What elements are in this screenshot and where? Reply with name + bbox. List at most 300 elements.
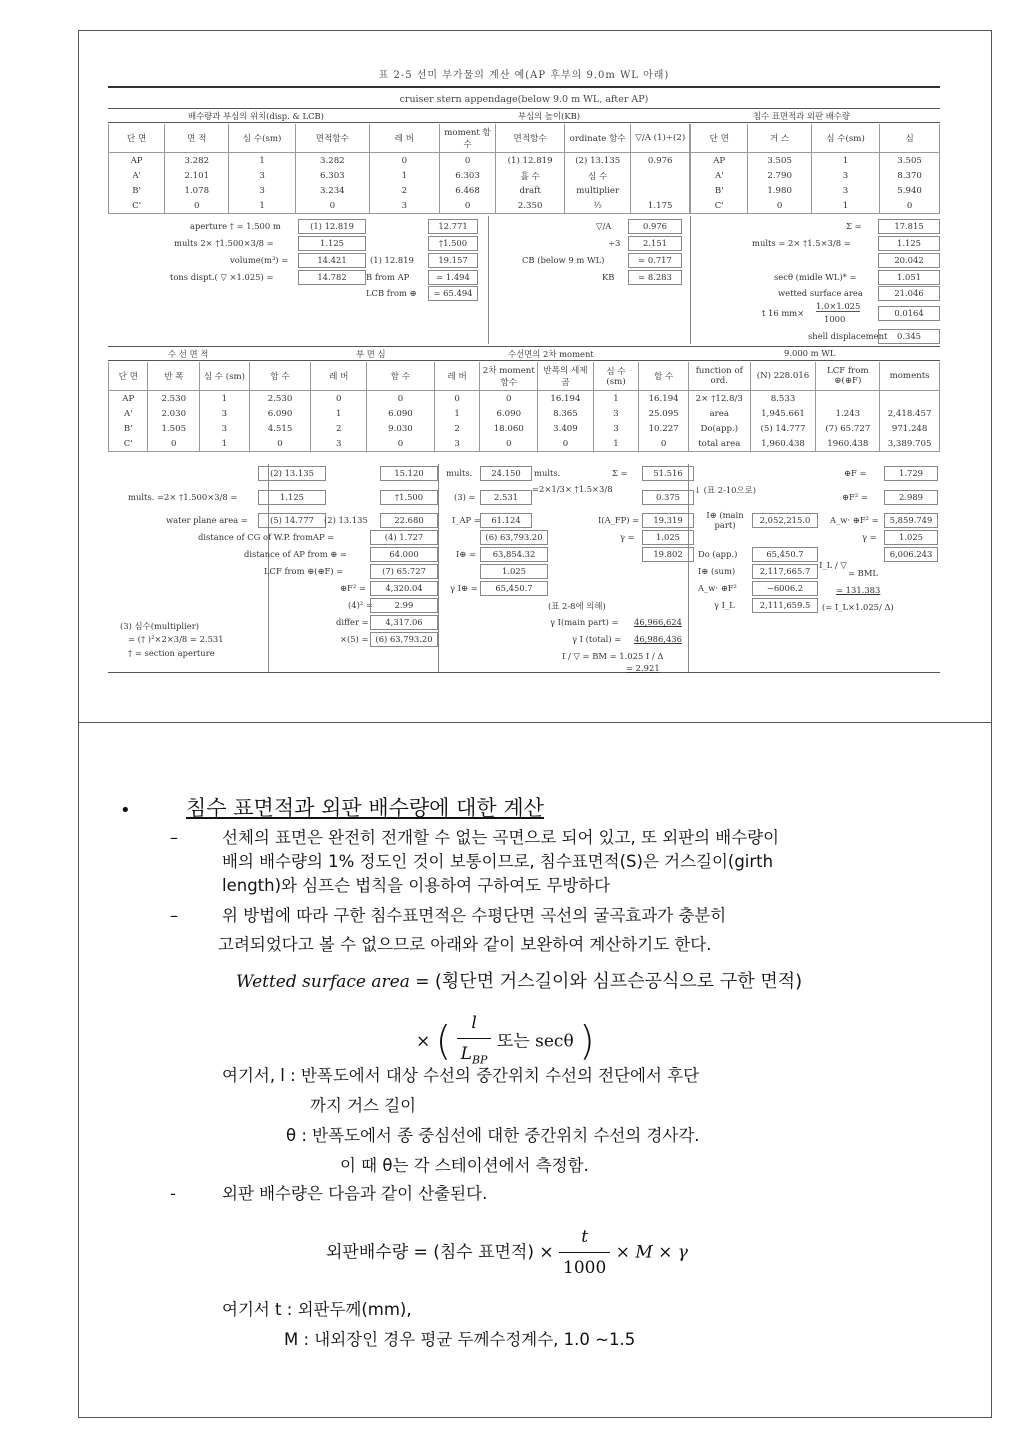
val: (4) 1.727 [370,530,438,545]
times5-label: ×(5) = [340,634,369,644]
cell: 3.505 [748,153,811,169]
differ-label: differ = [336,617,369,627]
cell: 8.533 [750,391,816,407]
cell: 3 [811,183,879,198]
val: 4,317.06 [370,615,438,630]
formula2-fraction [559,1222,610,1283]
group-9m-wl: 9.000 m WL [784,348,836,358]
gamma-i-total-value: 46,986,436 [634,634,682,644]
cell: 1.175 [631,198,690,214]
cell: 4.515 [249,421,311,436]
cell: 2.790 [748,168,811,183]
val: 65,450.7 [752,547,818,562]
wsa-value: 21.046 [878,286,940,301]
col-header: 단 면 [109,124,165,153]
mults-c-label: mults. [534,468,561,478]
cell: 6.090 [249,406,311,421]
cell: B' [109,183,165,198]
table-row [109,168,690,183]
cell: 0 [439,198,496,214]
cell: 0 [480,391,538,407]
lbl: =2×1/3× †1.5×3/8 [532,484,613,494]
volume-value: 14.421 [298,253,366,268]
rule [438,464,439,672]
val: 2.531 [480,490,532,505]
formula2-times: × [539,1242,554,1263]
sigma-label: Σ = [846,221,862,231]
paragraph-3: 외판 배수량은 다음과 같이 산출된다. [222,1184,488,1203]
bml-value: = 131.383 [836,585,881,595]
gamma-label: γ = [620,532,635,542]
cell: 971.248 [880,421,940,436]
group-second-moment: 수선면의 2차 moment [508,349,594,359]
val: 1.025 [480,564,548,579]
group-kb: 부심의 높이(KB) [518,111,581,121]
cell: 0 [148,436,200,452]
cell: 2.350 [496,198,565,214]
note-multiplier: (3) 심수(multiplier) [120,621,199,631]
cell: 10.227 [639,421,689,436]
thickness-num: 1.0×1.025 [816,301,861,311]
do-app-label: Do (app.) [698,549,738,559]
cell: C' [109,198,165,214]
cell: 1 [811,198,879,214]
col-header: 심 수(sm) [811,124,879,153]
cell: 2.530 [148,391,200,407]
cell: 1 [229,153,295,169]
cell: 0 [480,436,538,452]
val: (6) 63,793.20 [480,530,548,545]
val: (7) 65.727 [370,564,438,579]
cell: 3.505 [880,153,940,169]
cell: 0 [165,198,229,214]
table-ref: (표 2-8에 의해) [548,601,606,611]
paren-open-icon: ( [435,1018,452,1065]
fraction-num: l [457,1008,492,1039]
div3-value: 2.151 [628,236,682,251]
col-header: moment 함수 [439,124,496,153]
thickness-label: t 16 mm× [762,308,805,318]
iafp-label: I(A_FP) = [598,515,640,525]
rule [690,216,691,344]
cell: 2 [369,183,439,198]
thickness-value: 0.0164 [878,306,940,321]
cell: 6.303 [439,168,496,183]
dap-label: distance of AP from ⊕ = [244,549,347,559]
paragraph-1-line-2: 배의 배수량의 1% 정도인 것이 보통이므로, 침수표면적(S)은 거스길이(girth [222,852,774,871]
cell: C' [109,436,148,452]
rule [108,108,940,109]
col-header: 거 스 [748,124,811,153]
bml-label: = BML [848,568,878,578]
table-row [109,436,940,452]
cell: 1 [229,198,295,214]
col-header: LCF from ⊕(⊕F) [816,362,880,391]
cell: ½ [564,198,631,214]
volume-mid: (1) 12.819 [370,255,414,265]
group-disp-lcb: 배수량과 부심의 위치(disp. & LCB) [188,111,324,121]
bml-formula: (= I_L×1.025/ Δ) [822,602,894,612]
lcb-value: = 65.494 [428,286,478,301]
fraction2-den: 1000 [563,1258,607,1278]
table-row [109,406,940,421]
val: 22.680 [380,513,438,528]
cell: 0 [748,198,811,214]
formula2-paren: (침수 표면적) [433,1242,534,1263]
cell: total area [688,436,750,452]
cell: 1.505 [148,421,200,436]
val: 15.120 [380,466,438,481]
val: (5) 14.777 [258,513,326,528]
cell: B' [691,183,748,198]
cell: 3 [311,436,367,452]
table-row [691,153,940,169]
rule [108,360,940,361]
cell: 심 수 [564,168,631,183]
paragraph-1-line-1: 선체의 표면은 완전히 전개할 수 없는 곡면으로 되어 있고, 또 외판의 배수량이 [222,828,780,847]
cell: A' [109,406,148,421]
cell: 18.060 [480,421,538,436]
gamma-il-label: γ I_L [714,600,735,610]
cell: 3 [200,406,250,421]
rule [488,216,489,344]
table-row [109,391,940,407]
cell: 0.976 [631,153,690,169]
table-row [109,183,690,198]
cell: 6.090 [480,406,538,421]
cell: 흘 수 [496,168,565,183]
col-header: 레 버 [311,362,367,391]
cell: 1 [311,406,367,421]
cell: 2× †12.8/3 [688,391,750,407]
col-header: 단 면 [109,362,148,391]
val: (6) 63,793.20 [370,632,438,647]
paren-close-icon: ) [579,1018,595,1065]
cell: 25.095 [639,406,689,421]
cell: 1 [200,436,250,452]
gamma-i-total-label: γ I (total) = [572,634,622,644]
kb-value: = 8.283 [628,270,682,285]
cell: 3 [229,168,295,183]
col-header: 함 수 [639,362,689,391]
cell: 3 [593,421,639,436]
thickness-den: 1000 [824,314,846,324]
note-formula: = († )²×2×3/8 = 2.531 [128,634,224,644]
cell: 1 [811,153,879,169]
cell: 3 [811,168,879,183]
volume-label: volume(m³) = [230,255,289,265]
formula2-tail: × M × γ [615,1242,688,1263]
mults-b-label: mults. [446,468,473,478]
paragraph-2-line-1: 위 방법에 따라 구한 침수표면적은 수평단면 곡선의 굴곡효과가 충분히 [222,906,727,925]
formula-lhs: Wetted surface area [236,972,410,992]
formula-or: 또는 [496,1031,530,1052]
cell: A' [691,168,748,183]
cell: 3 [593,406,639,421]
cell: 0 [249,436,311,452]
sec-value: 1.051 [878,270,940,285]
cell: AP [109,391,148,407]
val: 2,111,659.5 [752,598,818,613]
cell [880,391,940,407]
cell: (1) 12.819 [496,153,565,169]
cell [631,183,690,198]
table-caption: 표 2-5 선미 부가물의 계산 예(AP 후부의 9.0m WL 아래) [378,70,670,81]
moment-sum: 12.771 [428,219,478,234]
table-top-rule [108,86,940,88]
col-header: moments [880,362,940,391]
group-centroid: 부 면 심 [356,349,386,359]
val: −6006.2 [752,581,818,596]
io-label: I⊕ = [456,549,477,559]
cell: 0 [434,391,480,407]
val: 2.99 [370,598,438,613]
col-header: 심 [880,124,940,153]
col-header: 2차 moment 함수 [480,362,538,391]
aw-of2-label: A_w· ⊕F² [698,583,737,593]
mults3-value: 1.125 [878,236,940,251]
product-value: 20.042 [878,253,940,268]
val: †1.500 [380,490,438,505]
cell [631,168,690,183]
cell: 1.980 [748,183,811,198]
val: 61.124 [480,513,532,528]
section-divider [78,722,992,723]
shell-label: shell displacement [808,331,888,341]
sec-label: secθ (midle WL)* = [774,272,857,282]
cell: 3 [434,436,480,452]
aperture-label: aperture † = 1.500 m [190,221,281,231]
definition-theta-cont: 이 때 θ는 각 스테이션에서 측정함. [340,1156,589,1175]
val: 2,052,215.0 [752,513,818,528]
aw-label: A_w· ⊕F² = [830,515,879,525]
wpa-label: water plane area = [166,515,248,525]
cell: 1960.438 [816,436,880,452]
dash-icon: – [170,828,178,847]
rule [108,672,940,673]
wetted-table [690,124,940,214]
cb-value: = 0.717 [628,253,682,268]
fraction2-num: t [559,1222,610,1253]
cell: 16.194 [538,391,594,407]
formula-times: × [416,1031,431,1052]
cell: AP [109,153,165,169]
cell: 6.468 [439,183,496,198]
cell: 0 [639,436,689,452]
cell: B' [109,421,148,436]
cell: 5.940 [880,183,940,198]
note-aperture: † = section aperture [128,648,215,658]
cell: 1 [593,391,639,407]
bm-value: = 2.921 [626,663,660,673]
formula-eq: = [415,972,430,992]
lcf-label: LCF from ⊕(⊕F) = [264,566,344,576]
table-subtitle: cruiser stern appendage(below 9.0 m WL, after AP) [399,94,649,105]
bm-formula: I / ▽ = BM = 1.025 I / Δ [562,651,664,661]
cell: 8.370 [880,168,940,183]
mults-value: 1.125 [298,236,366,251]
cell: 0 [311,391,367,407]
cell: 0 [295,198,369,214]
den-l: L [460,1044,472,1064]
cell: 6.303 [295,168,369,183]
b-from-ap-value: = 1.494 [428,270,478,285]
val: 1.729 [884,466,938,481]
gamma-label-2: γ = [862,532,877,542]
val: 2,117,665.7 [752,564,818,579]
cell: 8.365 [538,406,594,421]
cell: Do(app.) [688,421,750,436]
gamma-i-main-value: 46,966,624 [634,617,682,627]
mults3-label: mults = 2× †1.5×3/8 = [752,238,851,248]
sigma-b-label: Σ = [612,468,628,478]
val: 1.025 [884,530,938,545]
il-over-v: I_L / ▽ [819,560,847,570]
col-header: 함 수 [367,362,435,391]
cell: 16.194 [639,391,689,407]
cb-label: CB (below 9 m WL) [522,255,605,265]
div3-label: ÷3 [608,238,621,248]
cell: area [688,406,750,421]
cell: 0 [880,198,940,214]
col-header: 반폭의 세제곱 [538,362,594,391]
lcb-label: LCB from ⊕ [366,288,417,298]
dash-icon: – [170,906,178,925]
formula-shell-displacement [326,1222,688,1283]
col-header: 단 면 [691,124,748,153]
definition-l-cont: 까지 거스 길이 [310,1096,417,1115]
bullet-icon: • [120,800,131,821]
col-header: (N) 228.016 [750,362,816,391]
cell: 0 [367,436,435,452]
cell: 2.530 [249,391,311,407]
cell: 3,389.705 [880,436,940,452]
cell: 2.101 [165,168,229,183]
cell: 3.282 [295,153,369,169]
cell: (5) 14.777 [750,421,816,436]
scanned-table [108,58,940,678]
table-row [691,198,940,214]
col-header: 심 수 (sm) [200,362,250,391]
val: 51.516 [642,466,694,481]
cell: AP [691,153,748,169]
val: 24.150 [480,466,532,481]
cell: draft [496,183,565,198]
tons-label: tons dispt.( ▽ ×1.025) = [170,272,274,282]
mults-b-full: mults. =2× †1.500×3/8 = [128,492,238,502]
rule [108,346,940,347]
cell: 3.282 [165,153,229,169]
formula-sec: secθ [535,1031,574,1052]
col-header: 면적함수 [496,124,565,153]
volume-moment: 19.157 [428,253,478,268]
of-label: ⊕F = [844,468,867,478]
table-row [691,168,940,183]
cell: 1,945.661 [750,406,816,421]
cell: 0 [367,391,435,407]
col-header: 함 수 [249,362,311,391]
section-heading: 침수 표면적과 외판 배수량에 대한 계산 [186,796,544,820]
cell: 2 [434,421,480,436]
cell: 3.234 [295,183,369,198]
cell: 9.030 [367,421,435,436]
moment-mult: †1.500 [428,236,478,251]
cell [816,391,880,407]
wsa-label: wetted surface area [778,288,863,298]
definition-theta: θ : 반폭도에서 종 중심선에 대한 중간위치 수선의 경사각. [286,1126,700,1145]
dash-icon: - [170,1184,176,1203]
cell: 1 [593,436,639,452]
mults-label: mults 2× †1.500×3/8 = [174,238,274,248]
cell: 3 [369,198,439,214]
formula-wetted-surface [236,970,802,994]
val: 64.000 [370,547,438,562]
val: (2) 13.135 [258,466,326,481]
col-header: ordinate 함수 [564,124,631,153]
val: 5,859.749 [884,513,938,528]
cell: 1.078 [165,183,229,198]
va-value: 0.976 [628,219,682,234]
four-sq-label: (4)² = [348,600,373,610]
cell: 0 [439,153,496,169]
shell-value: 0.345 [878,329,940,344]
col-header: 심 수(sm) [229,124,295,153]
formula2-eq: = [413,1242,428,1263]
val: 6,006.243 [884,547,938,562]
group-waterplane: 수 선 면 적 [168,349,209,359]
definition-t: 여기서 t : 외판두께(mm), [222,1300,412,1319]
val: 0.375 [642,490,694,505]
group-wetted: 침수 표면적과 외판 배수량 [753,111,850,121]
definition-l: 여기서, l : 반폭도에서 대상 수선의 중간위치 수선의 전단에서 후단 [222,1066,700,1085]
aperture-value: (1) 12.819 [298,219,366,234]
paragraph-2-line-2: 고려되었다고 볼 수 없으므로 아래와 같이 보완하여 계산하기도 한다. [218,935,712,954]
col-header: 반 폭 [148,362,200,391]
cell: 1 [434,406,480,421]
cell: 1,960.438 [750,436,816,452]
cell: 6.090 [367,406,435,421]
table-row [691,183,940,198]
table-row [109,153,690,169]
va-label: ▽/A [596,221,612,231]
cell: 3 [200,421,250,436]
col-header: 레 버 [369,124,439,153]
of2-label: ⊕F² = [842,492,868,502]
cell: 2.030 [148,406,200,421]
definition-m: M : 내외장인 경우 평균 두께수정계수, 1.0 ~1.5 [284,1330,636,1349]
cell: (7) 65.727 [816,421,880,436]
sigma-value: 17.815 [878,219,940,234]
cell: 2,418.457 [880,406,940,421]
cg-label: distance of CG of W.P. fromAP = [198,532,335,542]
val: 65,450.7 [480,581,548,596]
rule [108,122,940,123]
cell: 1.243 [816,406,880,421]
val: 19.319 [642,513,694,528]
gamma-io-label: γ I⊕ = [450,583,478,593]
cell: 1 [369,168,439,183]
cell: (2) 13.135 [564,153,631,169]
cell: A' [109,168,165,183]
cell: 0 [369,153,439,169]
tons-value: 14.782 [298,270,366,285]
cell: 3.409 [538,421,594,436]
formula2-lhs: 외판배수량 [326,1242,409,1263]
b-from-ap-label: B from AP [366,272,410,282]
col-header: 심 수 (sm) [593,362,639,391]
paragraph-1-line-3: length)와 심프슨 법칙을 이용하여 구하여도 무방하다 [222,876,611,895]
table-row [109,198,690,214]
